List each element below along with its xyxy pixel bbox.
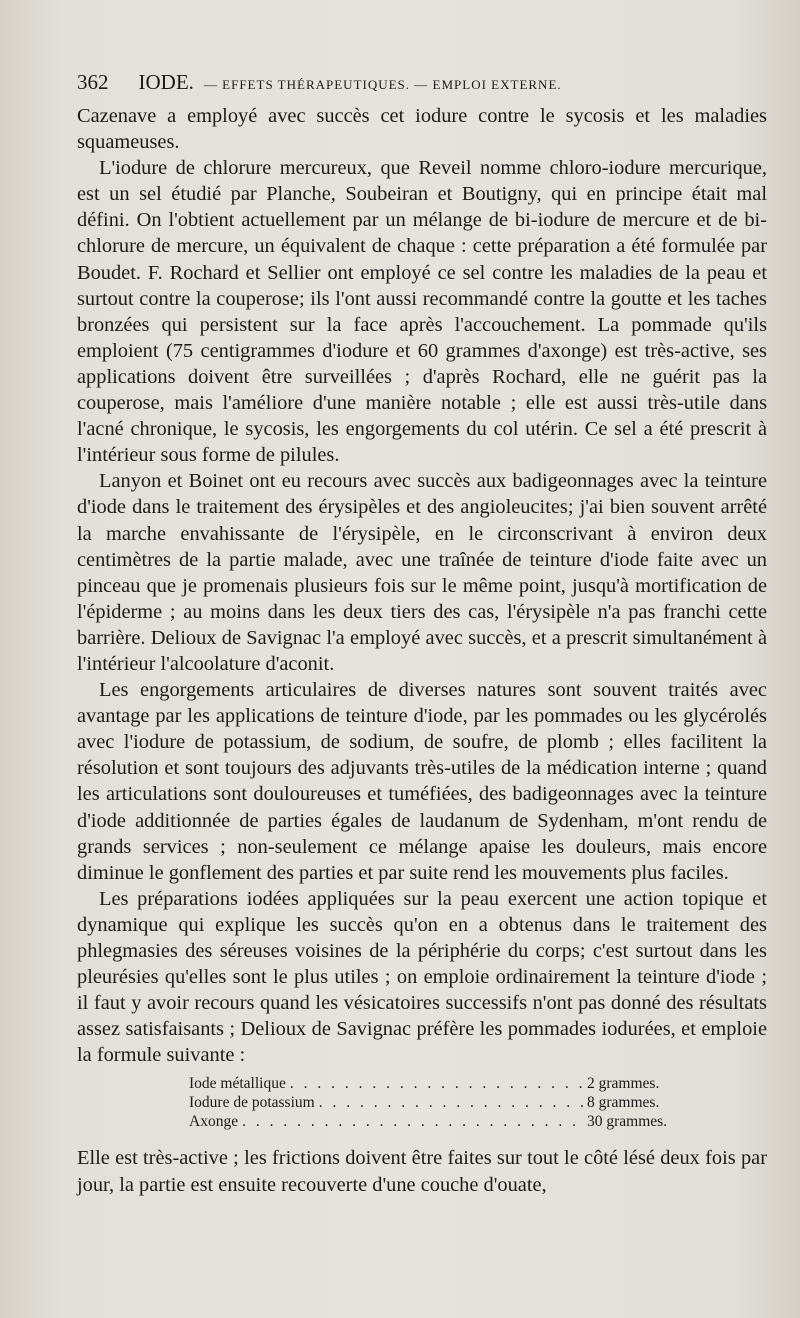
paragraph: Les engorgements articulaires de diverses natures sont souvent traités avec avantage par les applications de teinture d'iode, par les pommades ou les glycérolés avec l'iodure de potassium, de sodium, de soufre, de plomb ; elles facilitent la résolution et sont toujours des adjuvants très-utiles de la médication interne ; quand les articulations sont douloureuses et tuméfiées, des badigeonnages avec la teinture d'iode additionnée de parties égales de laudanum de Sydenham, m'ont rendu de grands services ; non-seulement ce mélange apaise les douleurs, mais encore diminue le gonflement des parties et par suite rend les mouvements plus faciles. <box>77 679 767 884</box>
formula-table <box>189 1074 669 1131</box>
ingredient-name: Iode métallique <box>189 1075 286 1093</box>
paragraph: L'iodure de chlorure mercureux, que Reveil nomme chloro-iodure mercurique, est un sel étudié par Planche, Soubeiran et Boutigny, qui en principe était mal défini. On l'obtient actuellement par un mélange de bi-iodure de mercure et de bi-chlorure de mercure, un équivalent de chaque : cette préparation a été formulée par Boudet. F. Rochard et Sellier ont employé ce sel contre les maladies de la peau et surtout contre la couperose; ils l'ont aussi recommandé contre la goutte et les taches bronzées qui persistent sur la face après l'accouchement. La pommade qu'ils emploient (75 centigrammes d'iodure et 60 grammes d'axonge) est très-active, ses applications doivent être surveillées ; d'après Rochard, elle ne guérit pas la couperose, mais l'améliore d'une manière notable ; elle est aussi très-utile dans l'acné chronique, le sycosis, les engorgements du col utérin. Ce sel a été prescrit à l'intérieur sous forme de pilules. <box>77 157 767 467</box>
ingredient-quantity: 2 grammes. <box>587 1075 660 1093</box>
paragraph: Elle est très-active ; les frictions doivent être faites sur tout le côté lésé deux fois par jour, la partie est ensuite recouverte d'une couche d'ouate, <box>77 1147 767 1196</box>
formula-row <box>189 1112 669 1131</box>
ingredient-quantity: 30 grammes. <box>587 1113 668 1131</box>
ingredient-quantity: 8 grammes. <box>587 1094 660 1112</box>
paragraph: Les préparations iodées appliquées sur la peau exercent une action topique et dynamique qui explique les succès qu'on en a obtenus dans le traitement des phlegmasies des séreuses voisines de la périphérie du corps; c'est surtout dans les pleurésies qu'elles sont le plus utiles ; on emploie ordinairement la teinture d'iode ; il faut y avoir recours quand les vésicatoires successifs n'ont pas donné des résultats assez satisfaisants ; Delioux de Savignac préfère les pommades iodurées, et emploie la formule suivante : <box>77 887 767 1067</box>
header-title: IODE. <box>138 70 194 94</box>
running-header <box>77 70 767 95</box>
body-text <box>77 103 767 1198</box>
formula-row <box>189 1074 669 1093</box>
ingredient-name: Iodure de potassium <box>189 1094 315 1112</box>
leader-dots <box>319 1093 583 1112</box>
leader-dots <box>242 1112 583 1131</box>
leader-dots <box>290 1074 583 1093</box>
page-number: 362 <box>77 70 109 94</box>
paragraph: Lanyon et Boinet ont eu recours avec succès aux badigeonnages avec la teinture d'iode dans le traitement des érysipèles et des angioleucites; j'ai bien souvent arrêté la marche envahissante de l'érysipèle, en le circonscrivant à environ deux centimètres de la partie malade, avec une traînée de teinture d'iode faite avec un pinceau que je promenais plusieurs fois sur le même point, jusqu'à mortification de l'épiderme ; au moins dans les deux tiers des cas, l'érysipèle n'a pas franchi cette barrière. Delioux de Savignac l'a employé avec succès, et a prescrit simultanément à l'intérieur l'alcoolature d'aconit. <box>77 470 767 675</box>
formula-row <box>189 1093 669 1112</box>
ingredient-name: Axonge <box>189 1113 239 1131</box>
paragraph: Cazenave a employé avec succès cet iodure contre le sycosis et les maladies squameuses. <box>77 105 767 154</box>
header-subtitle: — EFFETS THÉRAPEUTIQUES. — EMPLOI EXTERNE. <box>203 77 562 92</box>
